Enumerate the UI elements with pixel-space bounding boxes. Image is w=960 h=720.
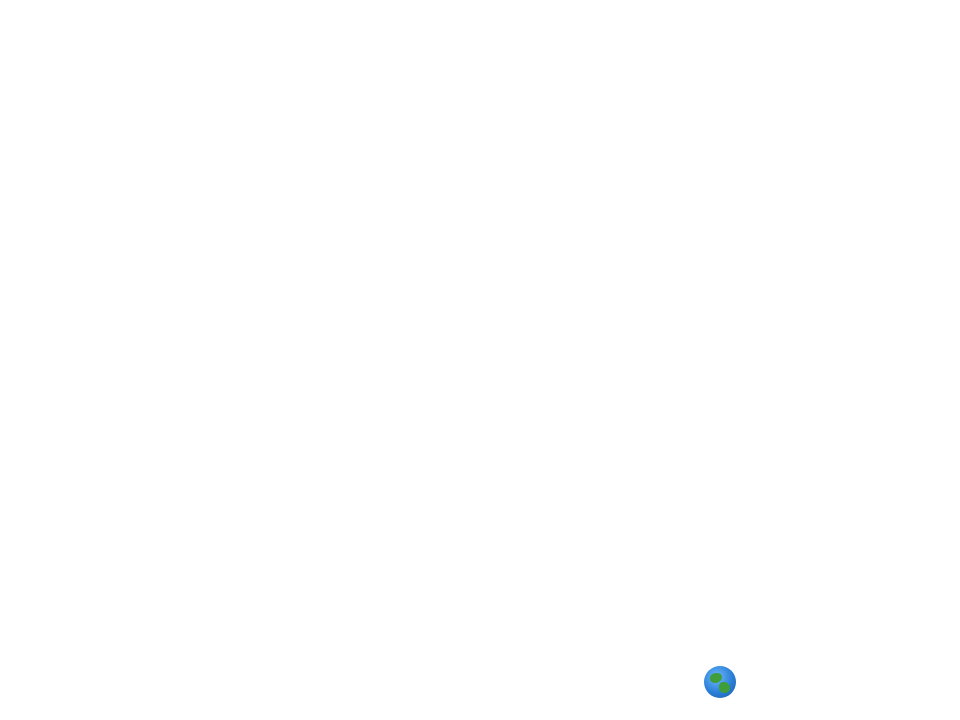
siso-logo [638,658,738,706]
globe-icon [704,666,736,698]
